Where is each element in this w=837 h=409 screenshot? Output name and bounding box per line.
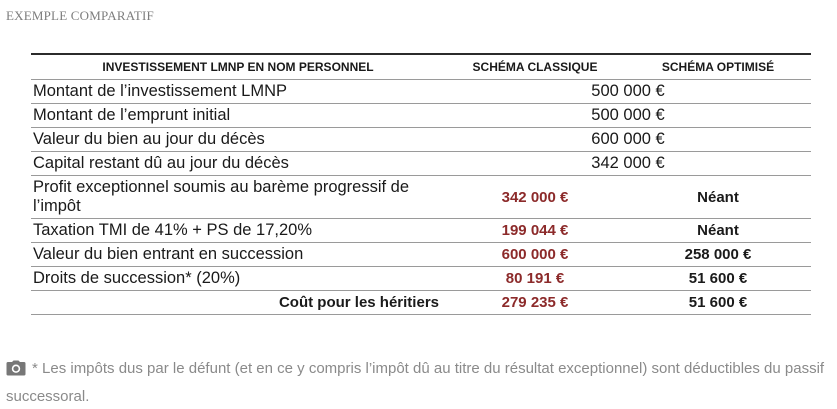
- comparison-table: [31, 53, 811, 315]
- row-label: Taxation TMI de 41% + PS de 17,20%: [33, 221, 312, 239]
- table-total-row: [31, 291, 811, 315]
- row-classic-value: 80 191 €: [505, 270, 565, 287]
- row-classic-value: 600 000 €: [501, 246, 569, 263]
- row-label: Montant de l’investissement LMNP: [33, 82, 288, 100]
- camera-icon: [6, 359, 26, 384]
- row-classic-value: 199 044 €: [501, 222, 569, 239]
- row-shared-value: 342 000 €: [591, 154, 665, 172]
- header-optimized-scheme: SCHÉMA OPTIMISÉ: [661, 60, 775, 74]
- section-kicker: EXEMPLE COMPARATIF: [6, 8, 154, 23]
- row-shared-value: 600 000 €: [591, 130, 665, 148]
- row-optimized-value: Néant: [697, 222, 739, 239]
- header-label: INVESTISSEMENT LMNP EN NOM PERSONNEL: [102, 59, 374, 74]
- row-label: Capital restant dû au jour du décès: [33, 154, 289, 172]
- table-row: [31, 243, 811, 267]
- table-header-row: [31, 55, 811, 80]
- row-label: Valeur du bien entrant en succession: [33, 245, 304, 263]
- footnote-text: * Les impôts dus par le défunt (et en ce y compris l’impôt dû au titre du résultat exceptionnel) sont déductibles du passif successoral.: [6, 360, 825, 405]
- row-classic-value: 342 000 €: [501, 188, 569, 206]
- table-row: [31, 104, 811, 128]
- total-optimized-value: 51 600 €: [688, 294, 748, 311]
- total-label: Coût pour les héritiers: [278, 294, 439, 311]
- footnote: [6, 356, 826, 409]
- row-label: Valeur du bien au jour du décès: [33, 130, 265, 148]
- table-row: [31, 219, 811, 243]
- table-row: [31, 152, 811, 176]
- row-shared-value: 500 000 €: [591, 106, 665, 124]
- row-label: Droits de succession* (20%): [33, 269, 241, 287]
- row-optimized-value: 258 000 €: [684, 246, 752, 263]
- table-row: [31, 267, 811, 291]
- row-label: Montant de l’emprunt initial: [33, 106, 231, 124]
- header-classic-scheme: SCHÉMA CLASSIQUE: [472, 60, 598, 74]
- row-optimized-value: Néant: [697, 188, 739, 206]
- row-label: Profit exceptionnel soumis au barème progressif de l’impôt: [33, 178, 410, 215]
- row-shared-value: 500 000 €: [591, 82, 665, 100]
- table-row: [31, 176, 811, 219]
- total-classic-value: 279 235 €: [501, 294, 569, 311]
- row-optimized-value: 51 600 €: [688, 270, 748, 287]
- table-row: [31, 80, 811, 104]
- table-row: [31, 128, 811, 152]
